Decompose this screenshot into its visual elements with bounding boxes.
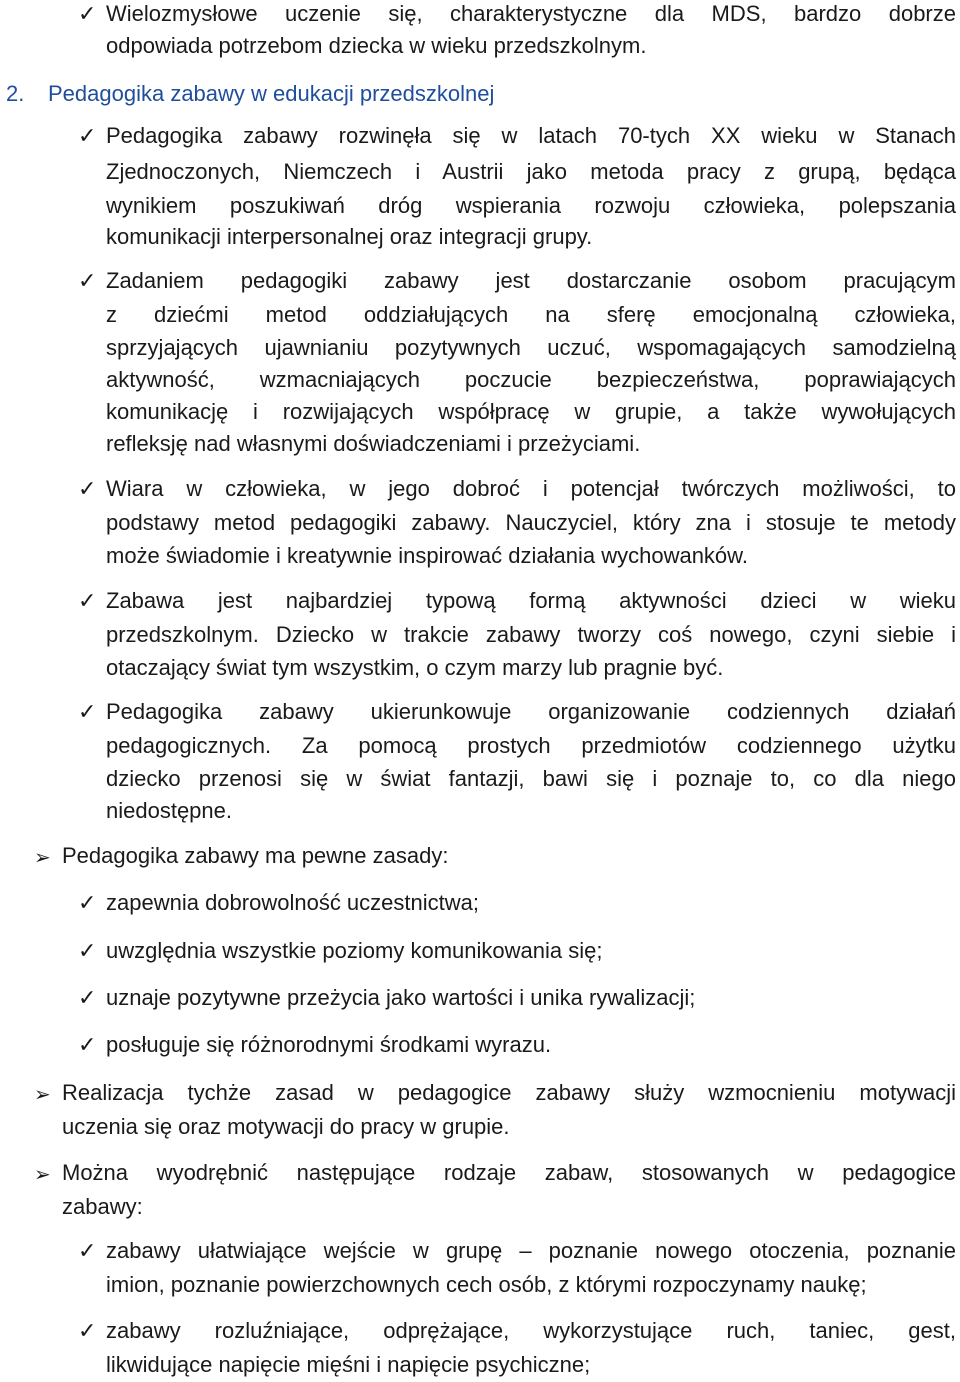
check-item-line: posługuje się różnorodnymi środkami wyrazu.: [106, 1032, 552, 1057]
check-item-line: komunikacji interpersonalnej oraz integracji grupy.: [106, 224, 593, 249]
check-item-line: sprzyjających ujawnianiu pozytywnych uczuć, wspomagających samodzielną: [106, 335, 956, 360]
arrow-item-line: Realizacja tychże zasad w pedagogice zabawy służy wzmocnieniu motywacji: [62, 1080, 956, 1105]
check-item-line: refleksję nad własnymi doświadczeniami i przeżyciami.: [106, 431, 641, 456]
check-mark-icon: ✓: [78, 2, 97, 27]
check-item-line: zabawy rozluźniające, odprężające, wykorzystujące ruch, taniec, gest,: [106, 1318, 956, 1343]
check-item-line: niedostępne.: [106, 798, 232, 823]
arrow-item-line: Pedagogika zabawy ma pewne zasady:: [62, 843, 449, 868]
check-item-line: otaczający świat tym wszystkim, o czym marzy lub pragnie być.: [106, 655, 724, 680]
check-item-line: Pedagogika zabawy rozwinęła się w latach 70-tych XX wieku w Stanach: [106, 123, 956, 148]
check-mark-icon: ✓: [78, 269, 97, 294]
check-item-line: Zabawa jest najbardziej typową formą aktywności dzieci w wieku: [106, 588, 956, 613]
check-mark-icon: ✓: [78, 124, 97, 149]
arrow-bullet-icon: ➢: [34, 1082, 51, 1106]
check-item-line: zapewnia dobrowolność uczestnictwa;: [106, 890, 479, 915]
check-item-line: z dziećmi metod oddziałujących na sferę emocjonalną człowieka,: [106, 302, 956, 327]
arrow-item-line: Można wyodrębnić następujące rodzaje zabaw, stosowanych w pedagogice: [62, 1160, 956, 1185]
check-item-line: komunikację i rozwijających współpracę w grupie, a także wywołujących: [106, 399, 956, 424]
check-item-line: Wielozmysłowe uczenie się, charakterystyczne dla MDS, bardzo dobrze: [106, 1, 956, 26]
check-item-line: imion, poznanie powierzchownych cech osób, z którymi rozpoczynamy naukę;: [106, 1272, 867, 1297]
check-item-line: likwidujące napięcie mięśni i napięcie psychiczne;: [106, 1352, 591, 1377]
section-heading: Pedagogika zabawy w edukacji przedszkolnej: [48, 81, 495, 106]
check-mark-icon: ✓: [78, 939, 97, 964]
check-item-line: uznaje pozytywne przeżycia jako wartości i unika rywalizacji;: [106, 985, 696, 1010]
check-item-line: zabawy ułatwiające wejście w grupę – poznanie nowego otoczenia, poznanie: [106, 1238, 956, 1263]
check-item-line: Wiara w człowieka, w jego dobroć i potencjał twórczych możliwości, to: [106, 476, 956, 501]
check-item-line: dziecko przenosi się w świat fantazji, bawi się i poznaje to, co dla niego: [106, 766, 956, 791]
check-mark-icon: ✓: [78, 891, 97, 916]
check-mark-icon: ✓: [78, 1319, 97, 1344]
arrow-item-line: uczenia się oraz motywacji do pracy w grupie.: [62, 1114, 510, 1139]
check-mark-icon: ✓: [78, 700, 97, 725]
check-item-line: pedagogicznych. Za pomocą prostych przedmiotów codziennego użytku: [106, 733, 956, 758]
check-mark-icon: ✓: [78, 1033, 97, 1058]
check-mark-icon: ✓: [78, 589, 97, 614]
check-item-line: Zjednoczonych, Niemczech i Austrii jako metoda pracy z grupą, będąca: [106, 159, 956, 184]
arrow-bullet-icon: ➢: [34, 1162, 51, 1186]
check-item-line: przedszkolnym. Dziecko w trakcie zabawy tworzy coś nowego, czyni siebie i: [106, 622, 956, 647]
check-item-line: może świadomie i kreatywnie inspirować działania wychowanków.: [106, 543, 748, 568]
arrow-item-line: zabawy:: [62, 1194, 143, 1219]
arrow-bullet-icon: ➢: [34, 845, 51, 869]
check-item-line: podstawy metod pedagogiki zabawy. Nauczyciel, który zna i stosuje te metody: [106, 510, 956, 535]
check-mark-icon: ✓: [78, 1239, 97, 1264]
check-item-line: uwzględnia wszystkie poziomy komunikowania się;: [106, 938, 603, 963]
check-item-line: wynikiem poszukiwań dróg wspierania rozwoju człowieka, polepszania: [106, 193, 956, 218]
check-item-line: Zadaniem pedagogiki zabawy jest dostarczanie osobom pracującym: [106, 268, 956, 293]
check-item-line: Pedagogika zabawy ukierunkowuje organizowanie codziennych działań: [106, 699, 956, 724]
check-item-line: aktywność, wzmacniających poczucie bezpieczeństwa, poprawiających: [106, 367, 956, 392]
check-mark-icon: ✓: [78, 986, 97, 1011]
section-number: 2.: [6, 81, 25, 106]
check-mark-icon: ✓: [78, 477, 97, 502]
check-item-line: odpowiada potrzebom dziecka w wieku przedszkolnym.: [106, 33, 647, 58]
